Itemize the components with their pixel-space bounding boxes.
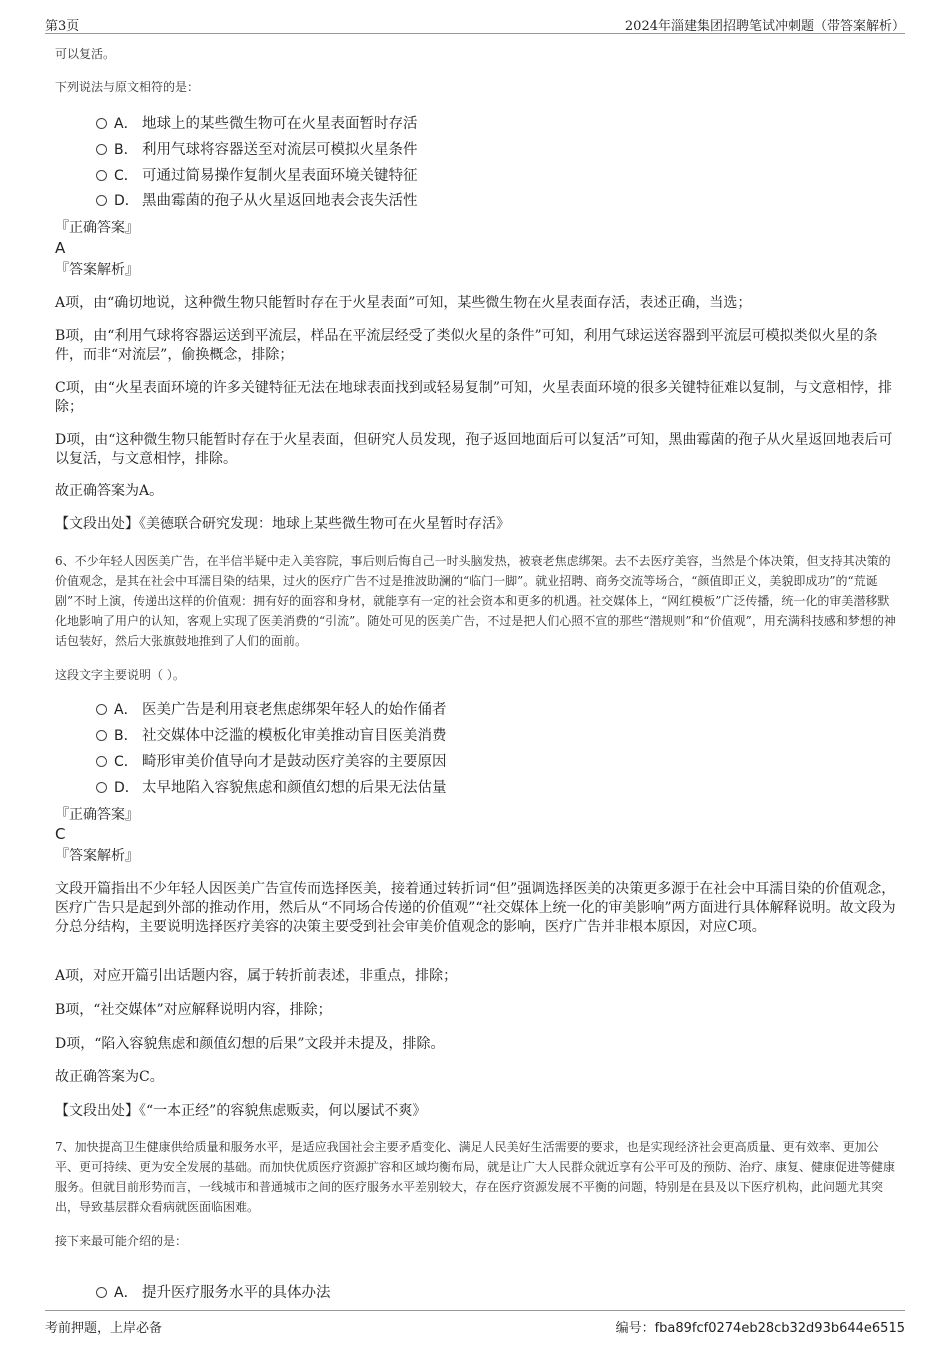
q6-option-c[interactable] [96, 751, 447, 773]
document-code [616, 1317, 905, 1336]
option-text: 提升医疗服务水平的具体办法 [142, 1285, 331, 1301]
q6-stem: 6、不少年轻人因医美广告，在半信半疑中走入美容院，事后则后悔自己一时头脑发热，被衰老焦虑绑架。去不去医疗美容，当然是个体决策，但支持其决策的价值观念，是其在社会中耳濡目染的结果，过火的医疗广告不过是推波助澜的“临门一脚”。就业招聘、商务交流等场合，“颜值即正义，美貌即成功”的“荒诞剧”不时上演，传递出这样的价值观：拥有好的面容和身材，就能享有一定的社会资本和更多的机遇。社交媒体上，“网红模板”广泛传播，统一化的审美潜移默化地影响了用户的认知，客观上实现了医美消费的“引流”。随处可见的医美广告，不过是把人们心照不宣的那些“潜规则”和“价值观”，用充满科技感和梦想的神话包装好，然后大张旗鼓地推到了人们的面前。 [55, 554, 896, 648]
option-letter: A． [114, 116, 138, 132]
radio-icon[interactable] [96, 730, 107, 741]
q6-option-d[interactable] [96, 777, 447, 799]
q6-answer: C [55, 825, 66, 843]
option-text: 社交媒体中泛滥的模板化审美推动盲目医美消费 [142, 728, 447, 744]
q6-analysis-b: B项，“社交媒体”对应解释说明内容，排除； [55, 1002, 332, 1018]
code-label: 编号： [615, 1321, 655, 1336]
q5-answer: A [55, 239, 66, 257]
q6-option-b[interactable] [96, 725, 447, 747]
q5-option-a[interactable] [96, 113, 418, 135]
page-header [45, 12, 905, 34]
code-value: fba89fcf0274eb28cb32d93b644e6515 [654, 1321, 905, 1336]
q5-analysis-c: C项，由“火星表面环境的许多关键特征无法在地球表面找到或轻易复制”可知，火星表面环境的很多关键特征难以复制，与文意相悖，排除； [55, 380, 893, 415]
option-letter: B． [114, 142, 138, 158]
option-text: 地球上的某些微生物可在火星表面暂时存活 [142, 116, 418, 132]
document-title: 2024年淄建集团招聘笔试冲刺题（带答案解析） [624, 19, 905, 34]
radio-icon[interactable] [96, 704, 107, 715]
q6-prompt: 这段文字主要说明（ ）。 [55, 668, 185, 682]
q6-answer-label: 『正确答案』 [55, 807, 139, 823]
radio-icon[interactable] [96, 756, 107, 767]
q6-analysis-label: 『答案解析』 [55, 848, 139, 864]
q5-source: 【文段出处】《美德联合研究发现：地球上某些微生物可在火星暂时存活》 [55, 516, 510, 532]
q5-option-c[interactable] [96, 165, 418, 187]
q5-option-b[interactable] [96, 139, 418, 161]
option-letter: A． [114, 702, 138, 718]
option-text: 可通过简易操作复制火星表面环境关键特征 [142, 168, 418, 184]
page-number: 第3页 [45, 19, 80, 34]
option-letter: A． [114, 1285, 138, 1301]
footer-slogan: 考前押题，上岸必备 [45, 1321, 163, 1336]
q6-option-a[interactable] [96, 699, 447, 721]
option-text: 医美广告是利用衰老焦虑绑架年轻人的始作俑者 [142, 702, 447, 718]
q7-stem: 7、加快提高卫生健康供给质量和服务水平，是适应我国社会主要矛盾变化、满足人民美好生活需要的要求，也是实现经济社会更高质量、更有效率、更加公平、更可持续、更为安全发展的基础。而加快优质医疗资源扩容和区域均衡布局，就是让广大人民群众就近享有公平可及的预防、治疗、康复、健康促进等健康服务。但就目前形势而言，一线城市和普通城市之间的医疗服务水平差别较大，存在医疗资源发展不平衡的问题，特别是在县及以下医疗机构，此问题尤其突出，导致基层群众看病就医面临困难。 [55, 1140, 896, 1214]
radio-icon[interactable] [96, 170, 107, 181]
q5-analysis-b: B项，由“利用气球将容器运送到平流层，样品在平流层经受了类似火星的条件”可知，利用气球运送容器到平流层可模拟类似火星的条件，而非“对流层”，偷换概念，排除； [55, 328, 878, 363]
q5-option-d[interactable] [96, 190, 418, 212]
radio-icon[interactable] [96, 1287, 107, 1298]
option-text: 黑曲霉菌的孢子从火星返回地表会丧失活性 [142, 193, 418, 209]
q5-analysis-a: A项，由“确切地说，这种微生物只能暂时存在于火星表面”可知，某些微生物在火星表面存活，表述正确，当选； [55, 295, 752, 311]
option-letter: C． [114, 168, 138, 184]
q5-analysis-label: 『答案解析』 [55, 262, 139, 278]
q5-answer-label: 『正确答案』 [55, 220, 139, 236]
option-letter: C． [114, 754, 138, 770]
q5-prompt: 下列说法与原文相符的是： [55, 80, 200, 94]
radio-icon[interactable] [96, 195, 107, 206]
q6-analysis-d: D项，“陷入容貌焦虑和颜值幻想的后果”文段并未提及，排除。 [55, 1036, 445, 1052]
page-footer [45, 1310, 905, 1338]
q5-conclusion: 故正确答案为A。 [55, 483, 164, 499]
option-letter: D． [114, 780, 139, 796]
q7-option-a[interactable] [96, 1282, 331, 1304]
option-text: 利用气球将容器送至对流层可模拟火星条件 [142, 142, 418, 158]
radio-icon[interactable] [96, 144, 107, 155]
option-text: 畸形审美价值导向才是鼓动医疗美容的主要原因 [142, 754, 447, 770]
q6-conclusion: 故正确答案为C。 [55, 1069, 164, 1085]
option-letter: B． [114, 728, 138, 744]
radio-icon[interactable] [96, 782, 107, 793]
q5-passage-tail: 可以复活。 [55, 47, 116, 61]
q5-analysis-d: D项，由“这种微生物只能暂时存在于火星表面，但研究人员发现，孢子返回地面后可以复活”可知，黑曲霉菌的孢子从火星返回地表后可以复活，与文意相悖，排除。 [55, 432, 893, 467]
radio-icon[interactable] [96, 118, 107, 129]
q6-analysis-a: A项，对应开篇引出话题内容，属于转折前表述，非重点，排除； [55, 968, 458, 984]
q7-prompt: 接下来最可能介绍的是： [55, 1234, 188, 1248]
q6-analysis-main: 文段开篇指出不少年轻人因医美广告宣传而选择医美，接着通过转折词“但”强调选择医美的决策更多源于在社会中耳濡目染的价值观念，医疗广告只是起到外部的推动作用，然后从“不同场合传递的价值观”“社交媒体上统一化的审美影响”两方面进行具体解释说明。故文段为分总分结构，主要说明选择医疗美容的决策主要受到社会审美价值观念的影响，医疗广告并非根本原因，对应C项。 [55, 881, 896, 935]
q6-source: 【文段出处】《“一本正经”的容貌焦虑贩卖，何以屡试不爽》 [55, 1103, 427, 1119]
option-letter: D． [114, 193, 139, 209]
option-text: 太早地陷入容貌焦虑和颜值幻想的后果无法估量 [142, 780, 447, 796]
